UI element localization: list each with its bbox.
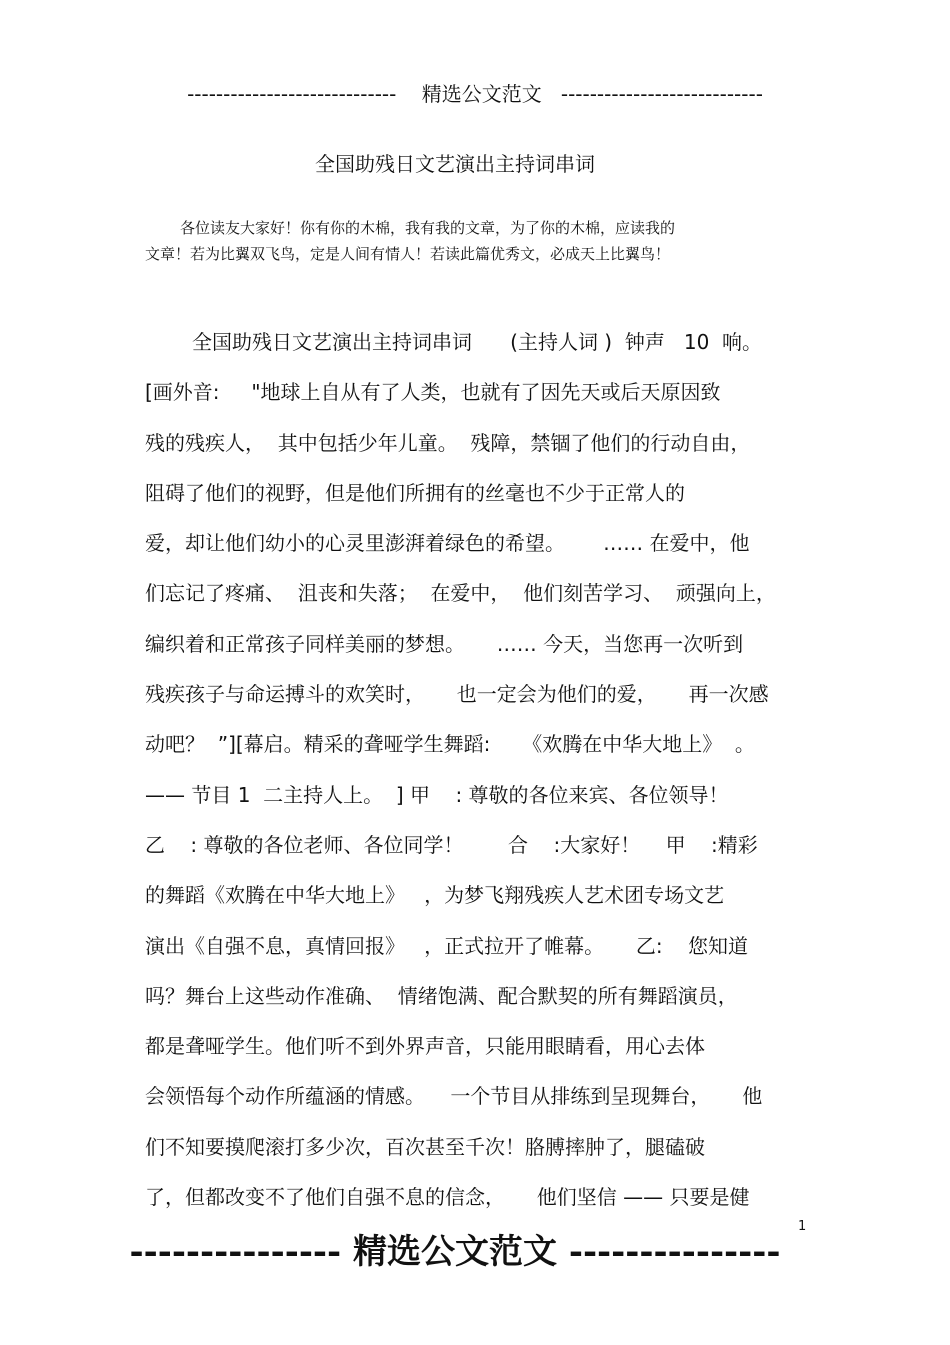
- footer-banner: --------------- 精选公文范文 ---------------: [129, 1232, 781, 1272]
- body-line: 们不知要摸爬滚打多少次，百次甚至千次！胳膊摔肿了，腿磕破: [145, 1134, 705, 1159]
- document-title: 全国助残日文艺演出主持词串词: [315, 152, 595, 176]
- page-number: 1: [798, 1219, 807, 1234]
- body-line: 了，但都改变不了他们自强不息的信念， 他们坚信 —— 只要是健: [145, 1185, 750, 1210]
- body-paragraph: [145, 322, 805, 1227]
- body-line: [画外音: "地球上自从有了人类，也就有了因先天或后天原因致: [145, 380, 721, 405]
- body-line: 乙 : 尊敬的各位老师、各位同学！ 合 :大家好！ 甲 :精彩: [145, 832, 758, 857]
- intro-paragraph: [145, 215, 785, 267]
- body-line: 编织着和正常孩子同样美丽的梦想。 …… 今天，当您再一次听到: [145, 631, 744, 656]
- body-line: 动吧？ ”][幕启。精采的聋哑学生舞蹈: 《欢腾在中华大地上》 。: [145, 732, 755, 757]
- body-line: 都是聋哑学生。他们听不到外界声音，只能用眼睛看，用心去体: [145, 1034, 705, 1059]
- body-line: 的舞蹈《欢腾在中华大地上》 ，为梦飞翔残疾人艺术团专场文艺: [145, 883, 725, 908]
- body-line: 演出《自强不息，真情回报》 ，正式拉开了帷幕。 乙: 您知道: [145, 933, 749, 958]
- body-line: 残疾孩子与命运搏斗的欢笑时， 也一定会为他们的爱， 再一次感: [145, 682, 769, 707]
- body-line: 残的残疾人， 其中包括少年儿童。 残障，禁锢了他们的行动自由，: [145, 430, 751, 455]
- body-line: 会领悟每个动作所蕴涵的情感。 一个节目从排练到呈现舞台， 他: [145, 1084, 763, 1109]
- header-banner: ----------------------------- 精选公文范文 ----------------------------: [187, 82, 763, 106]
- body-line: —— 节目 1 二主持人上。 ] 甲 : 尊敬的各位来宾、各位领导！: [145, 782, 729, 807]
- body-line: 们忘记了疼痛、 沮丧和失落； 在爱中， 他们刻苦学习、 顽强向上，: [145, 581, 776, 606]
- body-line: 吗？舞台上这些动作准确、 情绪饱满、配合默契的所有舞蹈演员，: [145, 983, 738, 1008]
- intro-line: 各位读友大家好！你有你的木棉，我有我的文章，为了你的木棉，应读我的: [180, 219, 676, 237]
- body-line: 阻碍了他们的视野，但是他们所拥有的丝毫也不少于正常人的: [145, 480, 685, 505]
- body-line: 全国助残日文艺演出主持词串词 (主持人词 ) 钟声 10 响。: [192, 330, 763, 354]
- intro-line: 文章！若为比翼双飞鸟，定是人间有情人！若读此篇优秀文，必成天上比翼鸟！: [145, 245, 671, 263]
- body-line: 爱，却让他们幼小的心灵里澎湃着绿色的希望。 …… 在爱中，他: [145, 531, 750, 556]
